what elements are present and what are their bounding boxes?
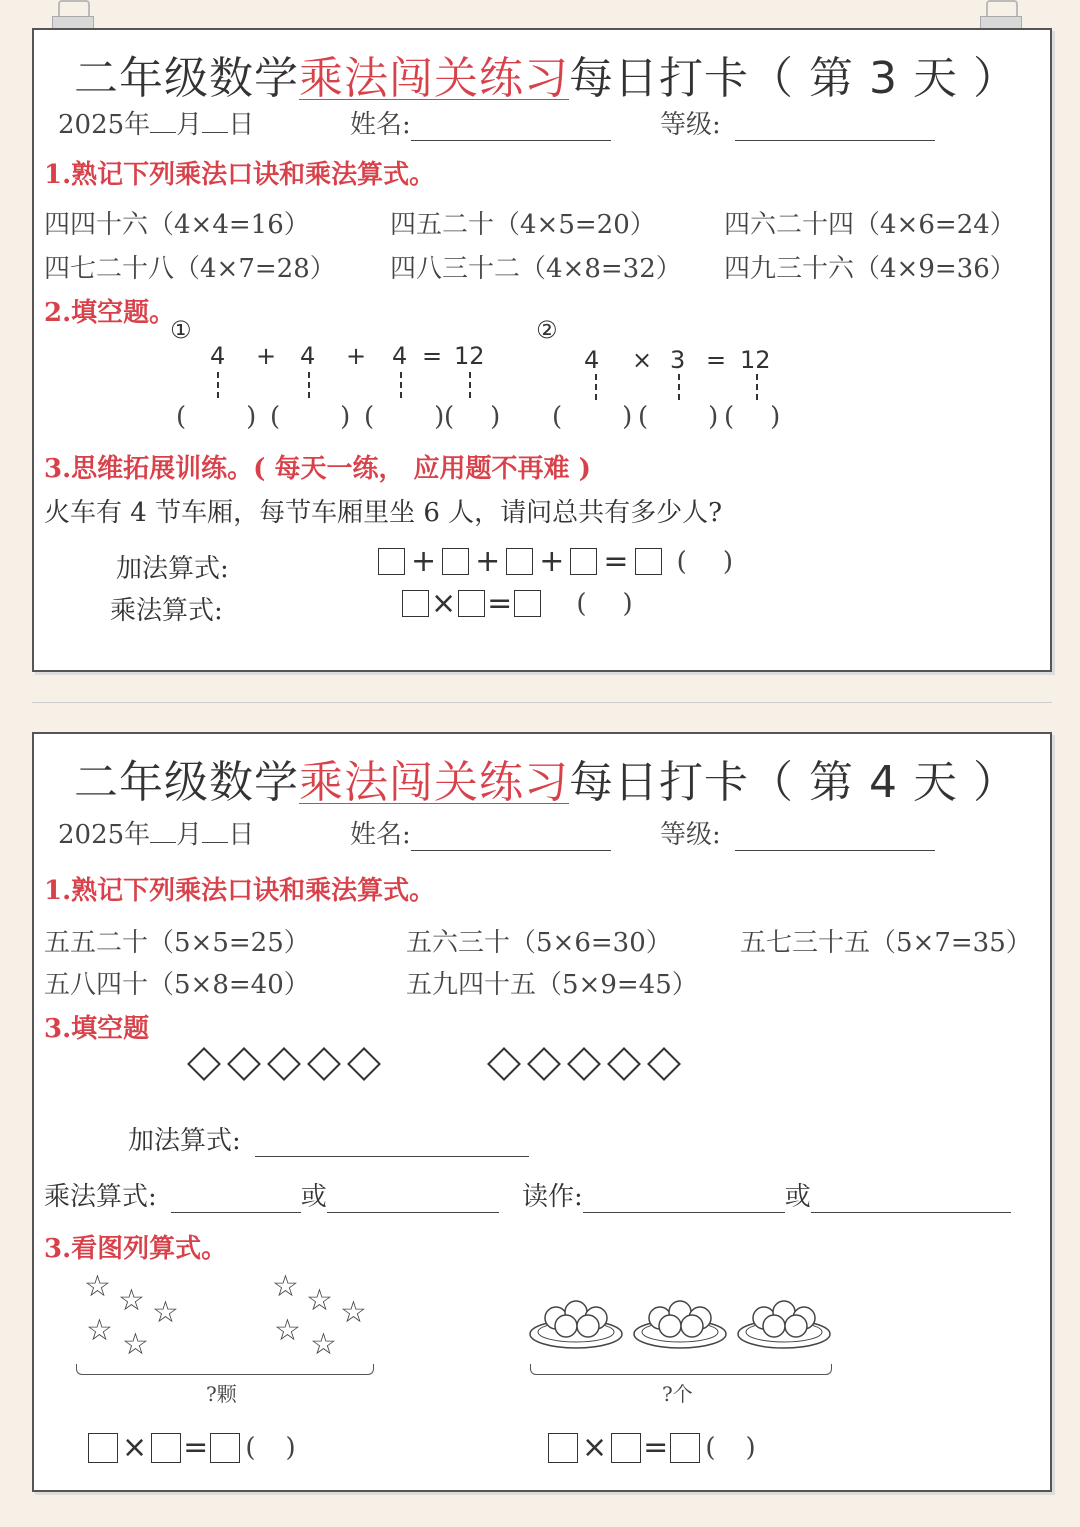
worksheet-day-4 <box>32 732 1052 1492</box>
diamond-shape <box>187 1047 221 1081</box>
star-icon: ☆ <box>272 1269 299 1304</box>
peach-plate-icon <box>738 1301 830 1348</box>
q1-dashed-connector <box>308 372 310 398</box>
addition-equation: + + + = ( ) <box>378 544 733 579</box>
answer-box[interactable] <box>210 1433 240 1463</box>
answer-box[interactable] <box>670 1433 700 1463</box>
answer-box[interactable] <box>635 548 662 575</box>
grade-input-line[interactable] <box>735 824 935 851</box>
grade-field[interactable] <box>660 104 935 141</box>
answer-box[interactable] <box>506 548 533 575</box>
multiplication-label: 乘法算式: <box>44 1182 157 1212</box>
diamond-group-right <box>484 1052 684 1080</box>
name-field[interactable] <box>350 104 611 141</box>
addition-label: 加法算式: <box>128 1126 241 1156</box>
peach-brace <box>530 1364 832 1375</box>
q1-dashed-connector <box>400 372 402 398</box>
title-suffix: 每日打卡（ 第 4 天 ） <box>569 757 1018 808</box>
section-3-heading: 3.看图列算式。 <box>44 1234 228 1264</box>
name-label: 姓名: <box>350 110 411 140</box>
answer-blank[interactable]: ( ) <box>270 402 351 432</box>
q2-dashed-connector <box>756 374 758 400</box>
q1-plus: + <box>256 342 277 370</box>
year-label: 2025年 <box>58 820 151 850</box>
star-icon: ☆ <box>84 1269 111 1304</box>
rhyme-item: 五六三十（5×6=30） <box>406 928 672 958</box>
star-icon: ☆ <box>310 1327 337 1362</box>
name-input-line[interactable] <box>411 824 611 851</box>
q2-equals: = <box>706 346 727 374</box>
title-prefix: 二年级数学 <box>74 757 299 808</box>
star-icon: ☆ <box>340 1295 367 1330</box>
addition-field[interactable] <box>128 1120 529 1157</box>
page-title <box>74 746 1018 810</box>
page-title <box>74 42 1018 106</box>
addition-label: 加法算式: <box>116 554 229 584</box>
day-label: 日 <box>228 110 255 140</box>
section-1-heading: 1.熟记下列乘法口诀和乘法算式。 <box>44 160 436 190</box>
peach-plate-icon <box>634 1301 726 1348</box>
diamond-group-left <box>184 1052 384 1080</box>
q1-dashed-connector <box>469 372 471 398</box>
unit-blank[interactable]: ( ) <box>245 1432 296 1463</box>
peach-caption: ?个 <box>662 1382 693 1406</box>
answer-box[interactable] <box>151 1433 181 1463</box>
diamond-shape <box>307 1047 341 1081</box>
page-separator <box>32 702 1052 703</box>
star-icon: ☆ <box>152 1295 179 1330</box>
month-blank[interactable] <box>150 132 176 133</box>
rhyme-item: 四八三十二（4×8=32） <box>390 254 682 284</box>
or-label: 或 <box>300 1182 327 1212</box>
diamond-shape <box>227 1047 261 1081</box>
rhyme-item: 四五二十（4×5=20） <box>390 210 656 240</box>
answer-box[interactable] <box>442 548 469 575</box>
diamond-shape <box>487 1047 521 1081</box>
answer-box[interactable] <box>378 548 405 575</box>
q1-plus: + <box>346 342 367 370</box>
rhyme-item: 四六二十四（4×6=24） <box>724 210 1016 240</box>
answer-box[interactable] <box>402 590 429 617</box>
grade-label: 等级: <box>660 820 721 850</box>
q2-product: 12 <box>740 346 771 374</box>
rhyme-item: 四七二十八（4×7=28） <box>44 254 336 284</box>
rhyme-item: 五九四十五（5×9=45） <box>406 970 698 1000</box>
diamond-shape <box>567 1047 601 1081</box>
multiplication-input-line-2[interactable] <box>327 1186 499 1213</box>
diamond-shape <box>647 1047 681 1081</box>
diamond-shape <box>527 1047 561 1081</box>
name-field[interactable] <box>350 814 611 851</box>
multiplication-equation: × = ( ) <box>402 586 633 621</box>
q2-factor: 3 <box>670 346 686 374</box>
diamond-shape <box>267 1047 301 1081</box>
title-suffix: 每日打卡（ 第 3 天 ） <box>569 53 1018 104</box>
title-highlight: 乘法闯关练习 <box>299 53 569 104</box>
peach-plate-icon <box>530 1301 622 1348</box>
answer-blank[interactable]: ( ) <box>552 402 633 432</box>
grade-label: 等级: <box>660 110 721 140</box>
q1-equals: = <box>422 342 443 370</box>
month-label: 月 <box>176 110 203 140</box>
question-1-marker: ① <box>170 316 192 344</box>
answer-box[interactable] <box>548 1433 578 1463</box>
q1-addend: 4 <box>300 342 316 370</box>
answer-box[interactable] <box>88 1433 118 1463</box>
month-blank[interactable] <box>150 842 176 843</box>
multiplication-label: 乘法算式: <box>110 596 223 626</box>
name-label: 姓名: <box>350 820 411 850</box>
day-blank[interactable] <box>202 842 228 843</box>
day-blank[interactable] <box>202 132 228 133</box>
diamond-shape <box>607 1047 641 1081</box>
section-2-heading: 3.填空题 <box>44 1014 150 1044</box>
multiplication-input-line[interactable] <box>171 1186 301 1213</box>
answer-box[interactable] <box>570 548 597 575</box>
answer-blank[interactable]: ( ) <box>724 402 781 432</box>
answer-box[interactable] <box>514 590 541 617</box>
peach-equation: × = ( ) <box>548 1430 756 1465</box>
star-icon: ☆ <box>122 1327 149 1362</box>
star-icon: ☆ <box>118 1283 145 1318</box>
multiplication-field[interactable] <box>44 1176 499 1213</box>
title-prefix: 二年级数学 <box>74 53 299 104</box>
star-caption: ?颗 <box>206 1382 237 1406</box>
date-field[interactable] <box>58 814 254 851</box>
q1-addend: 4 <box>392 342 408 370</box>
q2-factor: 4 <box>584 346 600 374</box>
word-problem: 火车有 4 节车厢，每节车厢里坐 6 人，请问总共有多少人? <box>44 498 723 528</box>
q2-times: × <box>632 346 653 374</box>
grade-field[interactable] <box>660 814 935 851</box>
star-brace <box>76 1364 374 1375</box>
section-3-heading: 3.思维拓展训练。( 每天一练， 应用题不再难 ) <box>44 454 591 484</box>
date-field[interactable] <box>58 104 254 141</box>
star-icon: ☆ <box>86 1313 113 1348</box>
section-1-heading: 1.熟记下列乘法口诀和乘法算式。 <box>44 876 436 906</box>
q2-dashed-connector <box>678 374 680 400</box>
answer-blank[interactable]: ( ) <box>364 402 445 432</box>
answer-box[interactable] <box>611 1433 641 1463</box>
rhyme-item: 五五二十（5×5=25） <box>44 928 310 958</box>
q1-addend: 4 <box>210 342 226 370</box>
month-label: 月 <box>176 820 203 850</box>
rhyme-item: 四九三十六（4×9=36） <box>724 254 1016 284</box>
q1-sum: 12 <box>454 342 485 370</box>
peach-plates-illustration <box>528 1286 838 1356</box>
unit-blank[interactable]: ( ) <box>576 588 633 619</box>
answer-blank[interactable]: ( ) <box>638 402 719 432</box>
q1-dashed-connector <box>217 372 219 398</box>
read-as-field[interactable] <box>522 1176 1011 1213</box>
diamond-shape <box>347 1047 381 1081</box>
star-icon: ☆ <box>306 1283 333 1318</box>
section-2-heading: 2.填空题。 <box>44 298 176 328</box>
unit-blank[interactable]: ( ) <box>676 546 733 577</box>
question-2-marker: ② <box>536 316 558 344</box>
answer-blank[interactable]: ( ) <box>444 402 501 432</box>
title-highlight: 乘法闯关练习 <box>299 757 569 808</box>
rhyme-item: 五八四十（5×8=40） <box>44 970 310 1000</box>
grade-input-line[interactable] <box>735 114 935 141</box>
read-as-input-line-2[interactable] <box>811 1186 1011 1213</box>
day-label: 日 <box>228 820 255 850</box>
q2-dashed-connector <box>595 374 597 400</box>
answer-blank[interactable]: ( ) <box>176 402 257 432</box>
star-equation: × = ( ) <box>88 1430 296 1465</box>
rhyme-item: 五七三十五（5×7=35） <box>740 928 1032 958</box>
worksheet-day-3 <box>32 28 1052 672</box>
year-label: 2025年 <box>58 110 151 140</box>
star-icon: ☆ <box>274 1313 301 1348</box>
answer-box[interactable] <box>458 590 485 617</box>
name-input-line[interactable] <box>411 114 611 141</box>
rhyme-item: 四四十六（4×4=16） <box>44 210 310 240</box>
addition-input-line[interactable] <box>255 1130 529 1157</box>
or-label: 或 <box>784 1182 811 1212</box>
unit-blank[interactable]: ( ) <box>705 1432 756 1463</box>
read-as-label: 读作: <box>522 1182 583 1212</box>
read-as-input-line[interactable] <box>583 1186 785 1213</box>
